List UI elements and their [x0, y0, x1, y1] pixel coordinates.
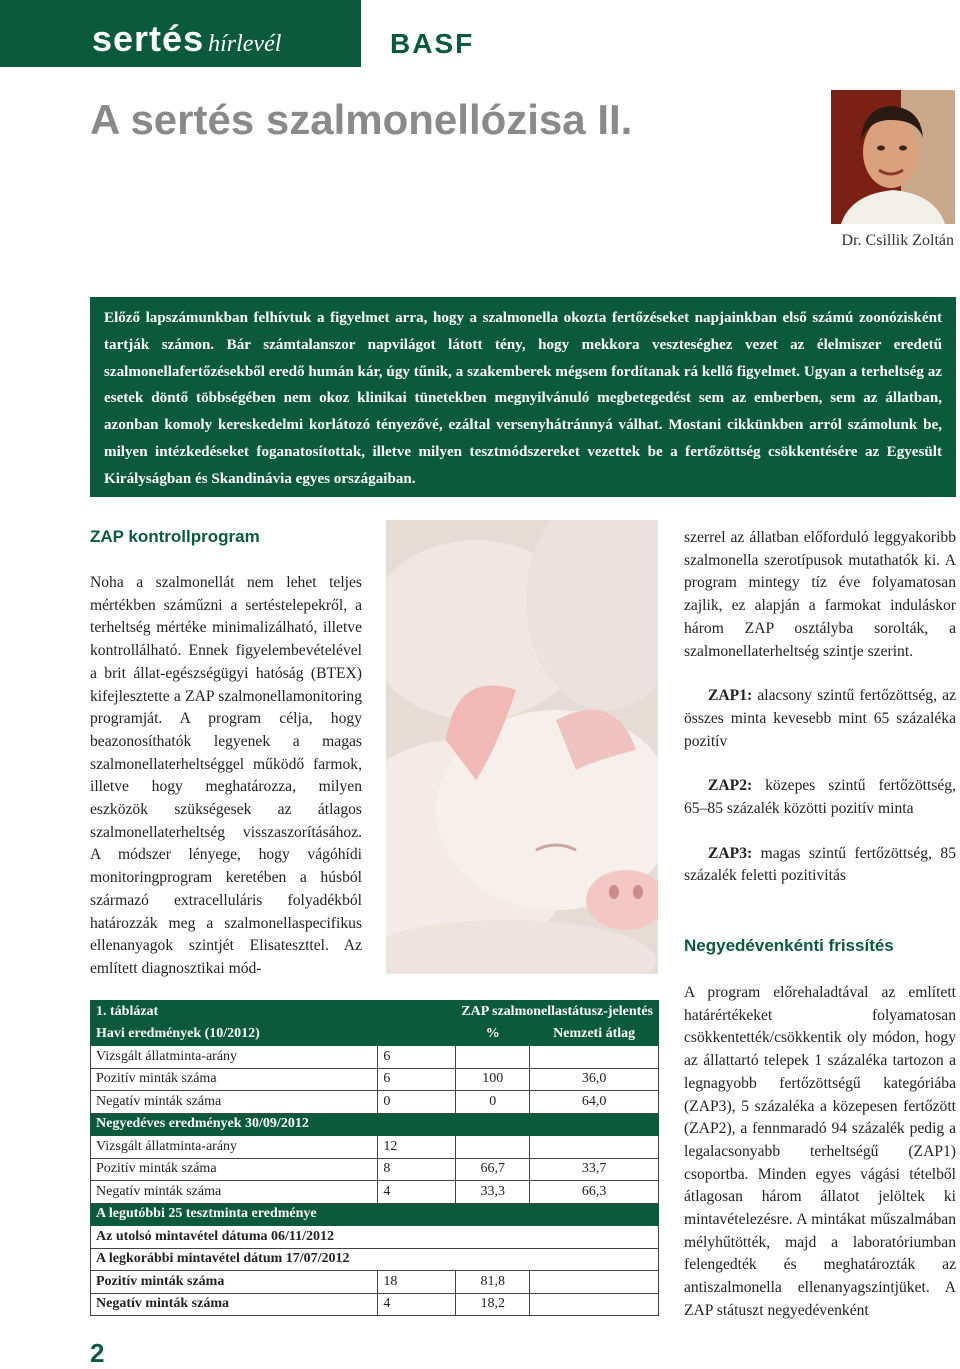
right-column-text: szerrel az állatban előforduló leggyakoribb szalmonella szerotípusok mutathatók ki. A program mintegy tíz éve folyamatosan zajlik, ez alapján a farmokat induláskor három ZAP osztályba sorolták, a szalmonellaterheltség szintje szerint. ZAP1: alacsony szintű fertőzöttség, az összes minta kevesebb mint 65 százaléka pozitív ZAP2: közepes szintű fertőzöttség, 65–85 százalék közötti pozitív minta ZAP3: magas szintű fertőzöttség, 85 százalék feletti pozitivitás	[684, 527, 956, 888]
table-header-row: Havi eredmények (10/2012) % Nemzeti átlag	[91, 1023, 659, 1046]
author-photo	[831, 90, 955, 224]
table-row: Pozitív minták száma 18 81,8	[91, 1271, 659, 1294]
table-row: Vizsgált állatminta-arány 12	[91, 1136, 659, 1159]
zap-status-table	[90, 1000, 659, 1316]
section-heading-zap: ZAP kontrollprogram	[90, 527, 260, 546]
piglets-photo	[386, 520, 658, 974]
table-row: A legkorábbi mintavétel dátum 17/07/2012	[91, 1248, 659, 1271]
table-row: Negatív minták száma 4 33,3 66,3	[91, 1181, 659, 1204]
article-title: A sertés szalmonellózisa II.	[90, 96, 633, 143]
newsletter-title: sertés hírlevél	[92, 18, 282, 59]
table-section-row: Negyedéves eredmények 30/09/2012	[91, 1113, 659, 1136]
page-number: 2	[90, 1338, 105, 1368]
basf-logo: BASF	[390, 28, 475, 59]
table-row: Pozitív minták száma 6 100 36,0	[91, 1068, 659, 1091]
zap3-item: ZAP3: magas szintű fertőzöttség, 85 százalék feletti pozitivitás	[684, 844, 956, 885]
table-row: Negatív minták száma 0 0 64,0	[91, 1091, 659, 1114]
lead-paragraph: Előző lapszámunkban felhívtuk a figyelmet arra, hogy a szalmonella okozta fertőzéseket napjainkban első számú zoonózisként tartják számon. Bár számtalanszor napvilágot látott tény, hogy mekkora veszteséghez vezet az élelmiszer eredetű szalmonellafertőzésekből eredő humán kár, úgy tűnik, a szakemberek mégsem fordítanak rá kellő figyelmet. Ugyan a terheltség az esetek döntő többségében nem okoz klinikai tünetekben megnyilvánuló megbetegedést sem az emberben, sem az állatban, azonban komoly kereskedelmi korlátozó tényezővé, ezáltal versenyhátránnyá válhat. Mostani cikkünkben arról számolunk be, milyen intézkedéseket foganatosítottak, illetve milyen tesztmódszereket vezettek be a fertőzöttség csökkentésére az Egyesült Királyságban és Skandinávia egyes országaiban.	[90, 297, 956, 497]
table-section-row: A legutóbbi 25 tesztminta eredménye	[91, 1203, 659, 1226]
table-row: Az utolsó mintavétel dátuma 06/11/2012	[91, 1226, 659, 1249]
zap2-item: ZAP2: közepes szintű fertőzöttség, 65–85 százalék közötti pozitív minta	[684, 777, 956, 818]
table-row: Vizsgált állatminta-arány 6	[91, 1046, 659, 1069]
table-row: Pozitív minták száma 8 66,7 33,7	[91, 1158, 659, 1181]
author-name: Dr. Csillik Zoltán	[841, 232, 954, 249]
table-caption-row: 1. táblázat ZAP szalmonellastátusz-jelentés	[91, 1001, 659, 1024]
section-heading-quarterly: Negyedévenkénti frissítés	[684, 936, 894, 955]
left-column-text: Noha a szalmonellát nem lehet teljes mértékben száműzni a sertéstelepekről, a terheltség mértéke minimalizálható, illetve kontrollálható. Ennek figyelembevételével a brit állat-egészségügyi hatóság (BTEX) kifejlesztette a ZAP szalmonellamonitoring programját. A program célja, hogy beazonosíthatók legyenek a magas szalmonellaterheltséggel működő farmok, illetve hogy meghatározza, milyen eszközök szükségesek az átlagos szalmonellaterheltség visszaszorításához. A módszer lényege, hogy vágóhídi monitoringprogram keretében a húsból származó extracelluláris folyadékból határozzák meg a szalmonellaspecifikus ellenanyagok szintjét Elisateszttel. Az említett diagnosztikai mód-	[90, 574, 362, 977]
table-row: Negatív minták száma 4 18,2	[91, 1293, 659, 1316]
zap1-item: ZAP1: alacsony szintű fertőzöttség, az összes minta kevesebb mint 65 százaléka pozitív	[684, 687, 956, 750]
right-column-text-2: A program előrehaladtával az említett határértékeket folyamatosan csökkentették/csökkentik oly módon, hogy az állattartó telepek 1 százaléka tartozon a legnagyobb fertőzöttségű kategóriába (ZAP3), 5 százaléka a közepesen fertőzött (ZAP2), a fennmaradó 94 százalék pedig a legalacsonyabb terheltségű (ZAP1) csoportba. Minden egyes vágási tételből átlagosan három állatot jelöltek ki mintavételezésre. A mintákat műszalmában mélyhűtötték, majd a laboratóriumban felengedték és meghatározták az antiszalmonella ellenanyagszintjüket. A ZAP státuszt negyedévenként	[684, 984, 956, 1319]
